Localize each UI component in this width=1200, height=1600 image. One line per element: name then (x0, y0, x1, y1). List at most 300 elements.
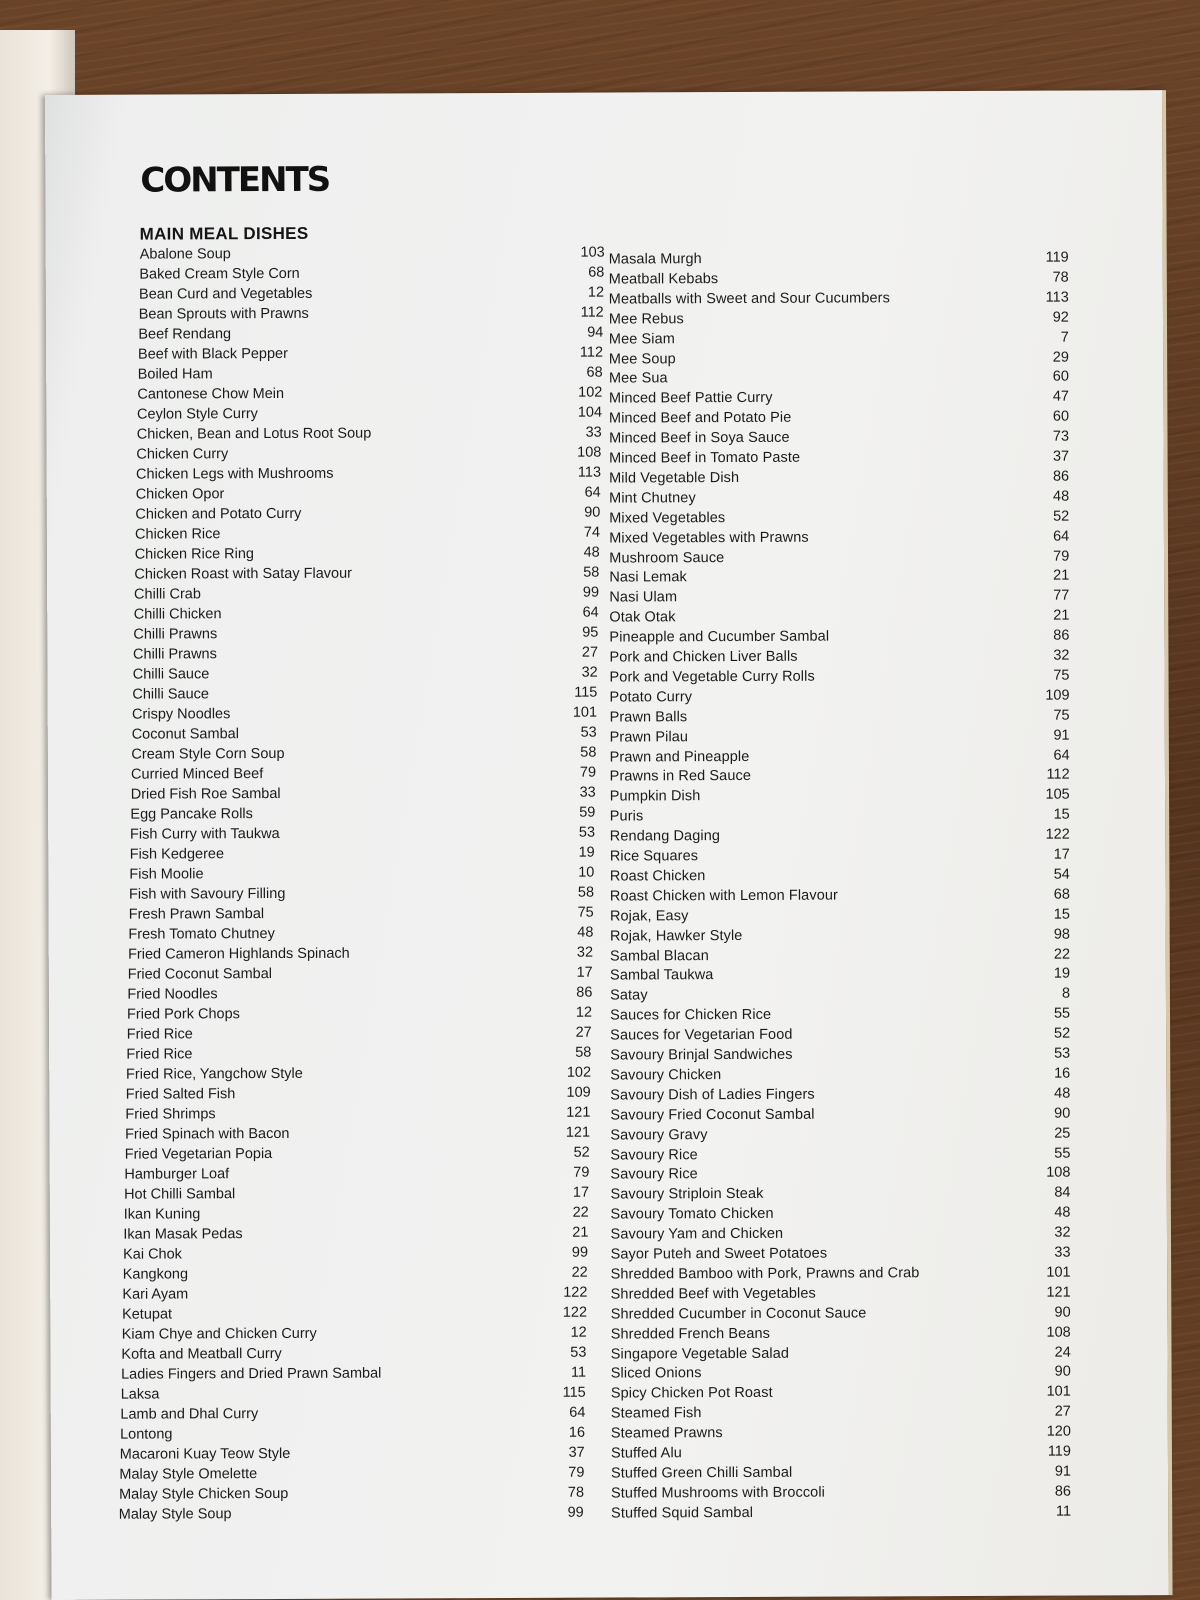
entry-title: Stuffed Mushrooms with Broccoli (610, 1484, 826, 1502)
entry-page-number: 99 (567, 1504, 584, 1521)
entry-page-number: 47 (1052, 388, 1070, 405)
entry-page-number: 58 (577, 884, 595, 901)
entry-title: Fried Rice, Yangchow Style (126, 1065, 303, 1083)
entry-page-number: 48 (577, 924, 594, 941)
contents-entry (131, 765, 596, 787)
entry-title: Mild Vegetable Dish (609, 469, 740, 487)
contents-entry (135, 545, 600, 567)
entry-title: Savoury Rice (610, 1166, 698, 1183)
entry-page-number: 105 (1045, 786, 1070, 803)
entry-title: Savoury Chicken (610, 1066, 722, 1084)
contents-entry (610, 1046, 1070, 1068)
entry-page-number: 37 (1052, 448, 1070, 465)
entry-page-number: 92 (1052, 309, 1069, 326)
entry-title: Fried Rice (126, 1046, 193, 1063)
entry-page-number: 68 (1053, 886, 1070, 903)
entry-title: Mee Siam (608, 330, 675, 348)
contents-entry (609, 449, 1069, 471)
contents-entry (610, 1165, 1070, 1187)
entry-title: Fried Cameron Highlands Spinach (128, 945, 350, 963)
contents-entry (609, 588, 1069, 610)
entry-title: Chicken Curry (136, 446, 229, 463)
entry-page-number: 109 (1045, 687, 1070, 704)
contents-entry (611, 1364, 1071, 1386)
contents-entry (610, 1105, 1070, 1127)
contents-entry (610, 1026, 1070, 1048)
entry-title: Steamed Prawns (610, 1425, 723, 1442)
entry-title: Fried Pork Chops (127, 1006, 240, 1023)
contents-entry (611, 1483, 1071, 1505)
contents-entry (610, 1205, 1070, 1227)
entry-page-number: 86 (1053, 627, 1070, 644)
entry-page-number: 113 (1045, 289, 1069, 306)
contents-entry (611, 1444, 1071, 1466)
contents-entry (609, 508, 1069, 530)
entry-page-number: 33 (1054, 1244, 1071, 1261)
contents-entry (123, 1265, 588, 1287)
contents-entry (119, 1465, 584, 1487)
contents-entry (124, 1205, 589, 1227)
entry-title: Shredded French Beans (610, 1325, 771, 1343)
contents-entry (610, 1145, 1070, 1167)
entry-title: Crispy Noodles (131, 706, 231, 723)
contents-entry (609, 369, 1069, 391)
entry-page-number: 22 (571, 1264, 588, 1281)
entry-page-number: 53 (580, 724, 597, 741)
contents-entry (122, 1305, 587, 1327)
entry-page-number: 11 (1055, 1503, 1072, 1520)
entry-title: Dried Fish Roe Sambal (130, 785, 281, 803)
entry-page-number: 33 (579, 784, 596, 801)
entry-title: Minced Beef and Potato Pie (608, 409, 792, 427)
entry-title: Potato Curry (609, 688, 693, 706)
entry-title: Fried Noodles (127, 986, 218, 1003)
entry-page-number: 59 (579, 804, 596, 821)
contents-entry (611, 1404, 1071, 1426)
entry-title: Meatball Kebabs (608, 270, 719, 288)
contents-entry (610, 906, 1070, 928)
entry-page-number: 101 (1046, 1264, 1071, 1281)
entry-title: Mixed Vegetables (609, 509, 726, 527)
entry-title: Fresh Prawn Sambal (128, 906, 265, 923)
entry-title: Pork and Vegetable Curry Rolls (609, 668, 815, 686)
entry-title: Chilli Sauce (132, 686, 209, 703)
entry-title: Chicken Rice Ring (134, 546, 255, 563)
entry-title: Savoury Brinjal Sandwiches (610, 1046, 793, 1064)
entry-title: Beef Rendang (138, 326, 232, 343)
entry-page-number: 21 (572, 1224, 589, 1241)
contents-entry (610, 986, 1070, 1008)
contents-entry (611, 1324, 1071, 1346)
entry-title: Fried Shrimps (125, 1106, 216, 1123)
contents-entry (139, 285, 604, 307)
contents-entry (610, 827, 1070, 849)
entry-page-number: 8 (1061, 985, 1071, 1002)
entry-page-number: 22 (1053, 946, 1071, 963)
entry-title: Kofta and Meatball Curry (121, 1345, 282, 1363)
entry-page-number: 101 (1046, 1383, 1071, 1400)
entry-page-number: 86 (1054, 1483, 1072, 1500)
contents-entry (122, 1325, 587, 1347)
entry-title: Chicken Opor (135, 486, 225, 503)
entry-title: Sauces for Vegetarian Food (610, 1026, 793, 1044)
contents-entry (136, 465, 601, 487)
contents-entry (609, 349, 1069, 371)
contents-entry (609, 329, 1069, 351)
entry-page-number: 102 (566, 1064, 592, 1081)
entry-page-number: 108 (577, 444, 602, 461)
contents-entry (611, 1245, 1071, 1267)
contents-entry (138, 325, 603, 347)
contents-entry (130, 805, 595, 827)
entry-page-number: 25 (1054, 1125, 1071, 1142)
contents-entry (121, 1365, 586, 1387)
entry-title: Minced Beef in Tomato Paste (609, 449, 801, 467)
entry-title: Savoury Fried Coconut Sambal (610, 1106, 815, 1124)
entry-title: Satay (610, 987, 648, 1004)
entry-title: Savoury Rice (610, 1146, 698, 1164)
entry-title: Bean Curd and Vegetables (138, 285, 313, 303)
contents-entry (133, 645, 598, 667)
entry-page-number: 112 (580, 304, 604, 321)
entry-page-number: 112 (579, 344, 604, 361)
entry-title: Pork and Chicken Liver Balls (609, 648, 798, 666)
contents-entry (134, 585, 599, 607)
contents-entry (136, 485, 601, 507)
entry-page-number: 53 (570, 1344, 587, 1361)
contents-entry (126, 1085, 591, 1107)
entry-title: Stuffed Squid Sambal (611, 1504, 754, 1522)
contents-entry (126, 1045, 591, 1067)
entry-page-number: 33 (585, 424, 602, 441)
entry-page-number: 91 (1053, 727, 1070, 744)
entry-page-number: 119 (1045, 249, 1069, 266)
entry-title: Cantonese Chow Mein (137, 385, 285, 403)
entry-title: Steamed Fish (610, 1405, 702, 1422)
entry-title: Rojak, Easy (609, 907, 689, 925)
entry-title: Fried Rice (126, 1026, 193, 1043)
entry-title: Pineapple and Cucumber Sambal (609, 628, 830, 646)
entry-title: Coconut Sambal (131, 726, 239, 743)
entry-title: Mixed Vegetables with Prawns (609, 529, 809, 547)
contents-entry (120, 1425, 585, 1447)
entry-title: Beef with Black Pepper (137, 345, 288, 363)
contents-entry (127, 1025, 592, 1047)
entry-page-number: 24 (1054, 1344, 1071, 1361)
entry-title: Savoury Yam and Chicken (610, 1225, 784, 1243)
contents-entry (133, 665, 598, 687)
contents-entry (128, 925, 593, 947)
entry-page-number: 12 (587, 284, 605, 301)
entry-page-number: 77 (1053, 587, 1070, 604)
entry-page-number: 122 (562, 1304, 588, 1321)
entry-page-number: 122 (563, 1284, 588, 1301)
entry-page-number: 121 (1046, 1284, 1071, 1301)
entry-page-number: 115 (574, 684, 598, 701)
entry-page-number: 91 (1054, 1463, 1071, 1480)
entry-title: Kai Chok (123, 1246, 182, 1263)
entry-page-number: 64 (584, 484, 601, 501)
entry-title: Bean Sprouts with Prawns (138, 305, 309, 323)
entry-title: Kangkong (122, 1266, 189, 1283)
entry-title: Meatballs with Sweet and Sour Cucumbers (608, 290, 890, 308)
entry-title: Savoury Tomato Chicken (610, 1206, 774, 1223)
entry-page-number: 58 (580, 744, 597, 761)
contents-entry (609, 608, 1069, 630)
entry-page-number: 16 (1054, 1065, 1071, 1082)
entry-page-number: 22 (572, 1204, 589, 1221)
entry-title: Sliced Onions (610, 1365, 702, 1382)
entry-page-number: 73 (1052, 428, 1070, 445)
entry-page-number: 94 (587, 324, 604, 341)
contents-entry (611, 1463, 1071, 1485)
entry-title: Laksa (120, 1386, 160, 1403)
contents-entry (126, 1065, 591, 1087)
entry-title: Minced Beef Pattie Curry (608, 390, 773, 407)
entry-title: Baked Cream Style Corn (139, 265, 300, 283)
entry-page-number: 58 (583, 564, 600, 581)
entry-page-number: 101 (572, 704, 598, 721)
contents-entry (610, 787, 1070, 809)
entry-page-number: 119 (1047, 1443, 1071, 1460)
contents-entry (138, 365, 603, 387)
entry-page-number: 99 (582, 584, 600, 601)
contents-entry (609, 628, 1069, 650)
contents-entry (135, 505, 600, 527)
entry-page-number: 90 (1054, 1363, 1071, 1380)
entry-page-number: 86 (1052, 468, 1070, 485)
entry-title: Cream Style Corn Soup (131, 745, 285, 763)
entry-page-number: 55 (1054, 1145, 1071, 1162)
entry-title: Lontong (120, 1426, 173, 1443)
entry-page-number: 108 (1046, 1164, 1071, 1182)
contents-entry (132, 705, 597, 727)
entry-title: Nasi Ulam (609, 589, 678, 606)
page-title: CONTENTS (140, 159, 330, 201)
entry-title: Stuffed Alu (610, 1445, 682, 1462)
entry-page-number: 32 (581, 664, 598, 681)
entry-page-number: 108 (1046, 1324, 1071, 1341)
contents-entry (610, 946, 1070, 968)
entry-page-number: 84 (1054, 1184, 1071, 1201)
entry-page-number: 112 (1046, 766, 1070, 784)
entry-page-number: 64 (1053, 528, 1070, 545)
entry-page-number: 48 (1054, 1204, 1071, 1221)
entry-page-number: 64 (582, 604, 599, 621)
entry-title: Lamb and Dhal Curry (120, 1406, 259, 1423)
entry-title: Malay Style Omelette (119, 1466, 258, 1483)
contents-entry (610, 926, 1070, 948)
contents-entry (139, 265, 604, 287)
entry-title: Pumpkin Dish (609, 788, 701, 805)
contents-entry (137, 425, 602, 447)
contents-entry (611, 1503, 1071, 1525)
entry-page-number: 19 (578, 844, 595, 861)
contents-entry (139, 305, 604, 327)
entry-page-number: 78 (567, 1484, 585, 1501)
contents-entry (610, 966, 1070, 988)
entry-title: Egg Pancake Rolls (130, 806, 253, 823)
entry-page-number: 7 (1060, 329, 1069, 346)
entry-page-number: 27 (575, 1024, 592, 1041)
entry-page-number: 52 (1053, 1025, 1071, 1042)
entry-title: Rice Squares (609, 848, 699, 865)
entry-title: Spicy Chicken Pot Roast (610, 1385, 773, 1402)
entry-page-number: 75 (1053, 707, 1070, 724)
entry-page-number: 90 (1054, 1105, 1071, 1122)
entry-page-number: 99 (571, 1244, 589, 1261)
contents-entry (125, 1105, 590, 1127)
entry-title: Kiam Chye and Chicken Curry (121, 1325, 317, 1343)
entry-title: Savoury Striploin Steak (610, 1186, 764, 1203)
entry-page-number: 104 (577, 404, 603, 421)
entry-page-number: 10 (578, 864, 595, 881)
entry-title: Shredded Beef with Vegetables (610, 1285, 816, 1303)
entry-title: Chilli Sauce (132, 666, 210, 683)
entry-title: Boiled Ham (137, 366, 213, 383)
contents-entry (140, 245, 605, 267)
entry-page-number: 64 (569, 1404, 586, 1421)
entry-page-number: 109 (566, 1084, 591, 1101)
entry-title: Chilli Prawns (133, 626, 218, 643)
entry-title: Malay Style Soup (118, 1506, 232, 1523)
entry-title: Prawn Balls (609, 708, 688, 726)
entry-page-number: 17 (572, 1184, 590, 1201)
entry-title: Roast Chicken (609, 868, 706, 885)
entry-title: Stuffed Green Chilli Sambal (610, 1464, 793, 1482)
entry-title: Chilli Prawns (133, 646, 217, 663)
entry-title: Prawn Pilau (609, 728, 689, 746)
entry-page-number: 102 (578, 384, 603, 401)
contents-entry (610, 1065, 1070, 1087)
contents-entry (127, 985, 592, 1007)
contents-entry (609, 289, 1069, 311)
entry-page-number: 121 (565, 1124, 591, 1141)
contents-entry (128, 945, 593, 967)
contents-entry (129, 885, 594, 907)
contents-entry (610, 886, 1070, 908)
contents-entry (611, 1284, 1071, 1306)
entry-page-number: 68 (586, 364, 603, 381)
entry-title: Mee Rebus (608, 310, 684, 328)
contents-entry (610, 807, 1070, 829)
entry-page-number: 79 (568, 1464, 585, 1481)
entry-page-number: 17 (576, 964, 593, 981)
entry-page-number: 32 (1053, 647, 1070, 664)
entry-page-number: 17 (1053, 846, 1070, 863)
entry-title: Ceylon Style Curry (136, 406, 258, 423)
entry-title: Ladies Fingers and Dried Prawn Sambal (121, 1365, 382, 1383)
entry-page-number: 27 (1054, 1403, 1071, 1420)
entry-page-number: 58 (575, 1044, 592, 1061)
contents-entry (609, 269, 1069, 291)
entry-page-number: 121 (566, 1104, 591, 1121)
contents-entry (610, 1085, 1070, 1107)
entry-title: Fried Coconut Sambal (127, 966, 273, 983)
contents-entry (123, 1225, 588, 1247)
contents-entry (120, 1445, 585, 1467)
contents-entry (119, 1485, 584, 1507)
entry-page-number: 64 (1053, 747, 1070, 764)
contents-entry (609, 468, 1069, 490)
contents-entry (609, 250, 1069, 272)
contents-entry (611, 1424, 1071, 1446)
entry-title: Malay Style Chicken Soup (119, 1485, 289, 1503)
entry-page-number: 19 (1053, 965, 1071, 982)
contents-entry (130, 845, 595, 867)
entry-page-number: 115 (562, 1384, 586, 1401)
contents-entry (609, 548, 1069, 570)
entry-title: Rojak, Hawker Style (609, 927, 743, 945)
contents-entry (124, 1185, 589, 1207)
contents-entry (131, 785, 596, 807)
contents-entry (129, 865, 594, 887)
contents-entry (125, 1125, 590, 1147)
section-title: MAIN MEAL DISHES (139, 223, 309, 244)
entry-title: Sauces for Chicken Rice (610, 1007, 772, 1024)
entry-page-number: 53 (1054, 1045, 1071, 1062)
entry-title: Fish Curry with Taukwa (130, 825, 280, 843)
entry-page-number: 29 (1052, 349, 1069, 366)
entry-title: Prawn and Pineapple (609, 748, 750, 766)
entry-page-number: 79 (579, 764, 597, 781)
entry-title: Curried Minced Beef (131, 766, 264, 783)
entry-page-number: 75 (577, 904, 594, 921)
entry-title: Chicken and Potato Curry (135, 505, 302, 523)
entry-page-number: 122 (1045, 826, 1070, 843)
contents-entry (610, 707, 1070, 729)
entry-title: Ikan Kuning (123, 1206, 201, 1223)
contents-entry (611, 1344, 1071, 1366)
contents-entry (136, 445, 601, 467)
entry-title: Mushroom Sauce (609, 549, 725, 567)
entry-title: Sambal Blacan (609, 947, 709, 965)
entry-page-number: 48 (583, 544, 600, 561)
entry-page-number: 12 (570, 1324, 587, 1341)
entry-title: Chicken Legs with Mushrooms (135, 465, 334, 483)
contents-entry (609, 667, 1069, 689)
entry-page-number: 86 (576, 984, 593, 1001)
contents-entry (610, 1125, 1070, 1147)
entry-title: Hamburger Loaf (124, 1166, 230, 1183)
entry-page-number: 79 (573, 1164, 590, 1181)
entry-title: Fish Moolie (129, 866, 204, 883)
contents-entry (138, 345, 603, 367)
contents-entry (121, 1345, 586, 1367)
contents-entry (609, 389, 1069, 411)
entry-page-number: 21 (1053, 567, 1070, 584)
contents-entry (611, 1304, 1071, 1326)
entry-title: Chicken, Bean and Lotus Root Soup (136, 425, 372, 443)
entry-title: Otak Otak (609, 609, 676, 626)
entry-page-number: 113 (577, 464, 602, 481)
contents-entry (123, 1245, 588, 1267)
contents-entry (610, 1185, 1070, 1207)
entry-page-number: 90 (584, 504, 601, 521)
contents-entry (610, 866, 1070, 888)
contents-entry (124, 1165, 589, 1187)
entry-page-number: 52 (1053, 508, 1070, 525)
entry-page-number: 48 (1052, 488, 1070, 505)
contents-entry (609, 568, 1069, 590)
entry-title: Macaroni Kuay Teow Style (119, 1445, 291, 1463)
contents-entry (135, 525, 600, 547)
contents-entry (121, 1385, 586, 1407)
entry-page-number: 74 (583, 524, 601, 541)
entry-title: Fresh Tomato Chutney (128, 926, 275, 943)
entry-page-number: 27 (581, 644, 599, 661)
contents-entry (609, 488, 1069, 510)
